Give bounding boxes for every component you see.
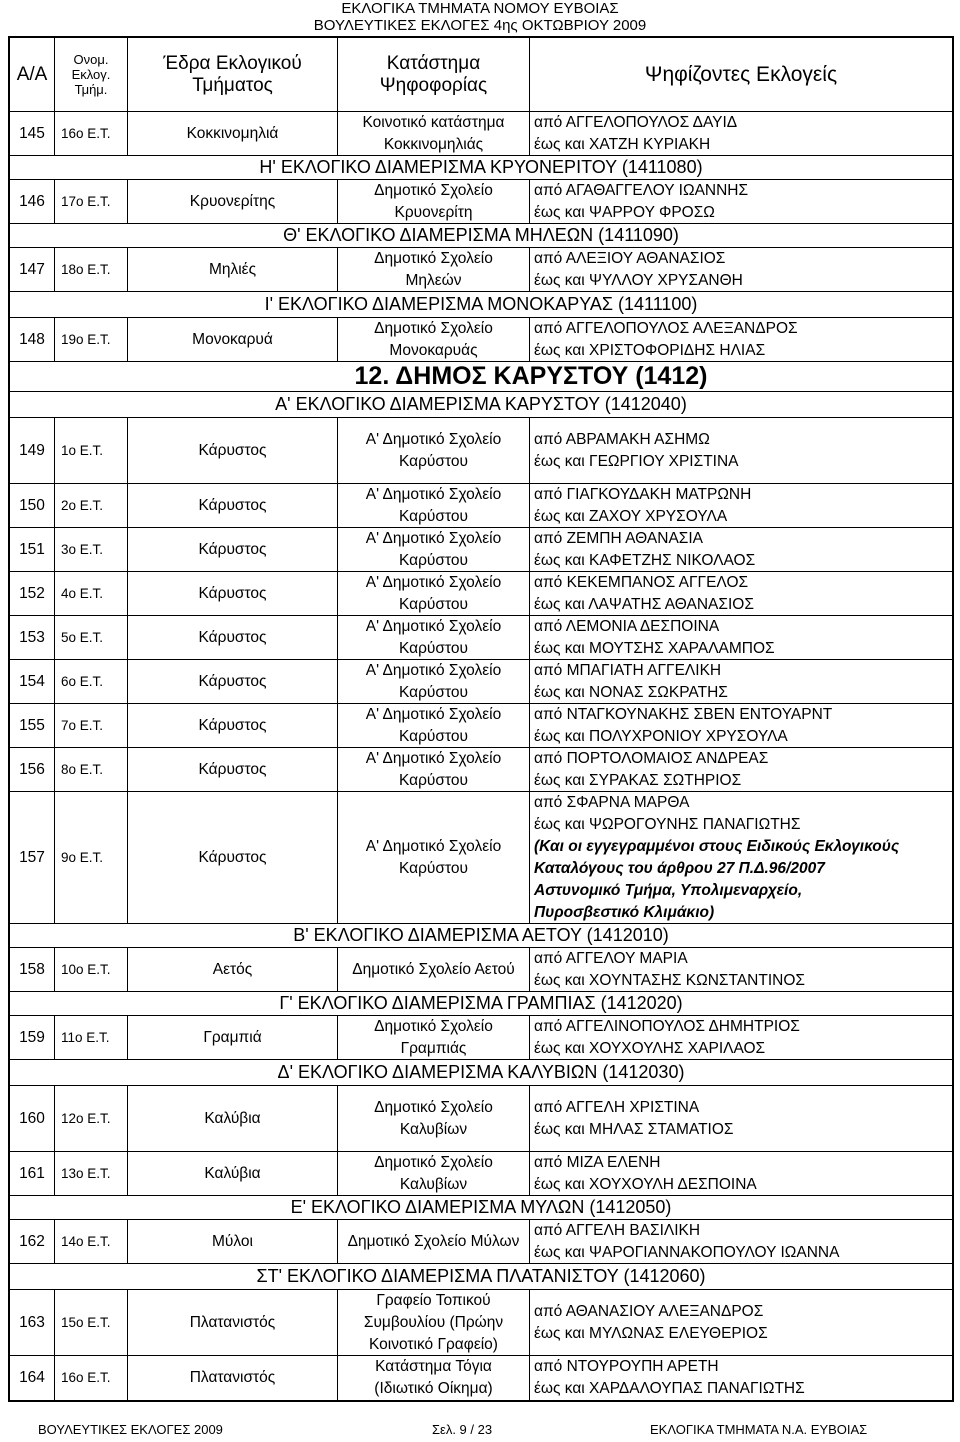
voters-range bbox=[530, 1152, 952, 1195]
voters-range bbox=[530, 572, 952, 615]
polling-station-line: Α' Δημοτικό Σχολείο bbox=[365, 430, 502, 448]
polling-station-line: Δημοτικό Σχολείο bbox=[374, 1153, 493, 1171]
row-number: 151 bbox=[10, 528, 55, 571]
voters-line: έως και ΧΡΙΣΤΟΦΟΡΙΔΗΣ ΗΛΙΑΣ bbox=[534, 341, 766, 359]
polling-station-line: Γραμπιάς bbox=[400, 1039, 467, 1057]
polling-station-line: Α' Δημοτικό Σχολείο bbox=[365, 705, 502, 723]
district-heading: Θ' ΕΚΛΟΓΙΚΟ ΔΙΑΜΕΡΙΣΜΑ ΜΗΛΕΩΝ (1411090) bbox=[10, 224, 952, 248]
section-seat: Γραμπιά bbox=[128, 1016, 338, 1059]
footer-page-number: Σελ. 9 / 23 bbox=[432, 1422, 493, 1437]
polling-station-line: Δημοτικό Σχολείο bbox=[374, 1017, 493, 1035]
polling-station-line: Δημοτικό Σχολείο Αετού bbox=[352, 960, 515, 978]
voters-range bbox=[530, 248, 952, 291]
polling-station-line: Α' Δημοτικό Σχολείο bbox=[365, 749, 502, 767]
polling-station bbox=[338, 1290, 530, 1355]
section-name: 14ο Ε.Τ. bbox=[55, 1220, 128, 1263]
document-subtitle: ΒΟΥΛΕΥΤΙΚΕΣ ΕΚΛΟΓΕΣ 4ης ΟΚΤΩΒΡΙΟΥ 2009 bbox=[313, 17, 647, 34]
section-name: 18ο Ε.Τ. bbox=[55, 248, 128, 291]
polling-station-line: Καρύστου bbox=[399, 551, 468, 569]
polling-station-line: Καρύστου bbox=[399, 859, 468, 877]
row-number: 158 bbox=[10, 948, 55, 991]
polling-station-line: Καρύστου bbox=[399, 507, 468, 525]
section-seat: Αετός bbox=[128, 948, 338, 991]
row-number: 160 bbox=[10, 1086, 55, 1151]
table-row bbox=[10, 484, 952, 528]
polling-station bbox=[338, 660, 530, 703]
voters-line: έως και ΧΟΥΧΟΥΛΗΣ ΧΑΡΙΛΑΟΣ bbox=[534, 1039, 766, 1057]
polling-station bbox=[338, 616, 530, 659]
voters-range bbox=[530, 418, 952, 483]
polling-station-line: Α' Δημοτικό Σχολείο bbox=[365, 837, 502, 855]
voters-line: έως και ΜΥΛΩΝΑΣ ΕΛΕΥΘΕΡΙΟΣ bbox=[534, 1324, 768, 1342]
table-row bbox=[10, 1220, 952, 1264]
document-title: ΕΚΛΟΓΙΚΑ ΤΜΗΜΑΤΑ ΝΟΜΟΥ ΕΥΒΟΙΑΣ bbox=[341, 0, 619, 17]
voters-range bbox=[530, 792, 952, 923]
section-seat: Καλύβια bbox=[128, 1152, 338, 1195]
polling-station-line: Κρυονερίτη bbox=[394, 203, 473, 221]
polling-station bbox=[338, 748, 530, 791]
row-number: 157 bbox=[10, 792, 55, 923]
voters-line: έως και ΧΑΡΔΑΛΟΥΠΑΣ ΠΑΝΑΓΙΩΤΗΣ bbox=[534, 1380, 805, 1397]
row-number: 164 bbox=[10, 1356, 55, 1400]
section-seat: Κοκκινομηλιά bbox=[128, 112, 338, 155]
voters-line: από ΣΦΑΡΝΑ ΜΑΡΘΑ bbox=[534, 793, 690, 811]
table-row bbox=[10, 248, 952, 292]
section-seat: Πλατανιστός bbox=[128, 1356, 338, 1400]
row-number: 156 bbox=[10, 748, 55, 791]
section-name: 10ο Ε.Τ. bbox=[55, 948, 128, 991]
polling-station-line: Δημοτικό Σχολείο bbox=[374, 249, 493, 267]
section-name: 4ο Ε.Τ. bbox=[55, 572, 128, 615]
section-name: 7ο Ε.Τ. bbox=[55, 704, 128, 747]
sections-table bbox=[8, 36, 954, 1402]
voters-line: έως και ΣΥΡΑΚΑΣ ΣΩΤΗΡΙΟΣ bbox=[534, 771, 742, 789]
voters-range bbox=[530, 112, 952, 155]
section-name: 9ο Ε.Τ. bbox=[55, 792, 128, 923]
voters-line: από ΑΓΑΘΑΓΓΕΛΟΥ ΙΩΑΝΝΗΣ bbox=[534, 181, 749, 199]
district-heading: Ε' ΕΚΛΟΓΙΚΟ ΔΙΑΜΕΡΙΣΜΑ ΜΥΛΩΝ (1412050) bbox=[10, 1196, 952, 1220]
polling-station-line: Καλυβίων bbox=[399, 1120, 468, 1138]
section-name: 5ο Ε.Τ. bbox=[55, 616, 128, 659]
section-name: 11ο Ε.Τ. bbox=[55, 1016, 128, 1059]
voters-line: από ΓΙΑΓΚΟΥΔΑΚΗ ΜΑΤΡΩΝΗ bbox=[534, 485, 752, 503]
table-row bbox=[10, 1016, 952, 1060]
polling-station bbox=[338, 792, 530, 923]
footer-left: ΒΟΥΛΕΥΤΙΚΕΣ ΕΚΛΟΓΕΣ 2009 bbox=[38, 1422, 223, 1437]
voters-range bbox=[530, 948, 952, 991]
section-seat: Μύλοι bbox=[128, 1220, 338, 1263]
polling-station-line: Μηλεών bbox=[405, 271, 462, 289]
table-header-row bbox=[10, 38, 952, 112]
row-number: 146 bbox=[10, 180, 55, 223]
section-name: 15ο Ε.Τ. bbox=[55, 1290, 128, 1355]
polling-station-line: Καρύστου bbox=[399, 595, 468, 613]
voters-line: έως και ΨΩΡΟΓΟΥΝΗΣ ΠΑΝΑΓΙΩΤΗΣ bbox=[534, 815, 801, 833]
district-heading: Γ' ΕΚΛΟΓΙΚΟ ΔΙΑΜΕΡΙΣΜΑ ΓΡΑΜΠΙΑΣ (1412020) bbox=[10, 992, 952, 1016]
district-heading: Α' ΕΚΛΟΓΙΚΟ ΔΙΑΜΕΡΙΣΜΑ ΚΑΡΥΣΤΟΥ (1412040) bbox=[10, 392, 952, 418]
voters-range bbox=[530, 1356, 952, 1400]
voters-range bbox=[530, 704, 952, 747]
table-row bbox=[10, 1152, 952, 1196]
voters-note-line: Καταλόγους του άρθρου 27 Π.Δ.96/2007 bbox=[534, 859, 825, 877]
table-row bbox=[10, 792, 952, 924]
municipality-heading bbox=[10, 362, 952, 392]
section-name: 16ο Ε.Τ. bbox=[55, 112, 128, 155]
voters-line: από ΖΕΜΠΗ ΑΘΑΝΑΣΙΑ bbox=[534, 529, 704, 547]
voters-line: έως και ΧΑΤΖΗ ΚΥΡΙΑΚΗ bbox=[534, 135, 711, 153]
polling-station-line: Καρύστου bbox=[399, 452, 468, 470]
section-seat: Κάρυστος bbox=[128, 704, 338, 747]
voters-line: από ΜΙΖΑ ΕΛΕΝΗ bbox=[534, 1153, 661, 1171]
table-row bbox=[10, 704, 952, 748]
header-aa: Α/Α bbox=[10, 38, 55, 111]
header-voters: Ψηφίζοντες Εκλογείς bbox=[644, 62, 838, 86]
section-name: 1ο Ε.Τ. bbox=[55, 418, 128, 483]
voters-line: έως και ΨΑΡΟΓΙΑΝΝΑΚΟΠΟΥΛΟΥ ΙΩΑΝΝΑ bbox=[534, 1243, 840, 1261]
table-row bbox=[10, 572, 952, 616]
table-row bbox=[10, 948, 952, 992]
section-seat: Μηλιές bbox=[128, 248, 338, 291]
polling-station-line: Α' Δημοτικό Σχολείο bbox=[365, 617, 502, 635]
voters-line: από ΑΓΓΕΛΟΠΟΥΛΟΣ ΑΛΕΞΑΝΔΡΟΣ bbox=[534, 319, 798, 337]
polling-station bbox=[338, 1086, 530, 1151]
table-row bbox=[10, 318, 952, 362]
polling-station-line: Δημοτικό Σχολείο bbox=[374, 319, 493, 337]
voters-range bbox=[530, 180, 952, 223]
district-heading: Η' ΕΚΛΟΓΙΚΟ ΔΙΑΜΕΡΙΣΜΑ ΚΡΥΟΝΕΡΙΤΟΥ (1411080) bbox=[10, 156, 952, 180]
section-name: 6ο Ε.Τ. bbox=[55, 660, 128, 703]
row-number: 148 bbox=[10, 318, 55, 361]
voters-line: έως και ΖΑΧΟΥ ΧΡΥΣΟΥΛΑ bbox=[534, 507, 728, 525]
table-row bbox=[10, 528, 952, 572]
row-number: 147 bbox=[10, 248, 55, 291]
voters-line: από ΝΤΑΓΚΟΥΝΑΚΗΣ ΣΒΕΝ ΕΝΤΟΥΑΡΝΤ bbox=[534, 705, 833, 723]
voters-line: από ΑΓΓΕΛΟΥ ΜΑΡΙΑ bbox=[534, 949, 688, 967]
polling-station bbox=[338, 1220, 530, 1263]
polling-station bbox=[338, 528, 530, 571]
polling-station-line: Δημοτικό Σχολείο Μύλων bbox=[347, 1232, 520, 1250]
voters-line: έως και ΓΕΩΡΓΙΟΥ ΧΡΙΣΤΙΝΑ bbox=[534, 452, 739, 470]
voters-line: από ΑΛΕΞΙΟΥ ΑΘΑΝΑΣΙΟΣ bbox=[534, 249, 726, 267]
section-name: 8ο Ε.Τ. bbox=[55, 748, 128, 791]
voters-line: από ΚΕΚΕΜΠΑΝΟΣ ΑΓΓΕΛΟΣ bbox=[534, 573, 749, 591]
polling-station-line: Α' Δημοτικό Σχολείο bbox=[365, 661, 502, 679]
polling-station-line: Καλυβίων bbox=[399, 1175, 468, 1193]
voters-range bbox=[530, 318, 952, 361]
row-number: 149 bbox=[10, 418, 55, 483]
polling-station bbox=[338, 180, 530, 223]
section-name: 12ο Ε.Τ. bbox=[55, 1086, 128, 1151]
polling-station bbox=[338, 948, 530, 991]
section-seat: Κάρυστος bbox=[128, 792, 338, 923]
page-footer bbox=[0, 1420, 960, 1438]
table-row bbox=[10, 660, 952, 704]
section-name: 2ο Ε.Τ. bbox=[55, 484, 128, 527]
table-row bbox=[10, 180, 952, 224]
section-name: 19ο Ε.Τ. bbox=[55, 318, 128, 361]
section-seat: Καλύβια bbox=[128, 1086, 338, 1151]
row-number: 145 bbox=[10, 112, 55, 155]
row-number: 155 bbox=[10, 704, 55, 747]
polling-station bbox=[338, 318, 530, 361]
section-seat: Κρυονερίτης bbox=[128, 180, 338, 223]
voters-range bbox=[530, 1220, 952, 1263]
polling-station-line: Κοινοτικό κατάστημα bbox=[362, 113, 505, 131]
voters-line: έως και ΜΗΛΑΣ ΣΤΑΜΑΤΙΟΣ bbox=[534, 1120, 734, 1138]
polling-station bbox=[338, 484, 530, 527]
voters-line: έως και ΧΟΥΧΟΥΛΗ ΔΕΣΠΟΙΝΑ bbox=[534, 1175, 757, 1193]
polling-station-line: Δημοτικό Σχολείο bbox=[374, 1098, 493, 1116]
district-heading: Β' ΕΚΛΟΓΙΚΟ ΔΙΑΜΕΡΙΣΜΑ ΑΕΤΟΥ (1412010) bbox=[10, 924, 952, 948]
section-seat: Κάρυστος bbox=[128, 528, 338, 571]
table-row bbox=[10, 418, 952, 484]
table-row bbox=[10, 616, 952, 660]
voters-line: από ΑΒΡΑΜΑΚΗ ΑΣΗΜΩ bbox=[534, 430, 710, 448]
row-number: 159 bbox=[10, 1016, 55, 1059]
voters-line: έως και ΛΑΨΑΤΗΣ ΑΘΑΝΑΣΙΟΣ bbox=[534, 595, 754, 613]
voters-line: από ΜΠΑΓΙΑΤΗ ΑΓΓΕΛΙΚΗ bbox=[534, 661, 722, 679]
polling-station bbox=[338, 418, 530, 483]
table-row bbox=[10, 1086, 952, 1152]
voters-line: από ΑΓΓΕΛΟΠΟΥΛΟΣ ΔΑΥΙΔ bbox=[534, 113, 738, 131]
voters-line: από ΑΓΓΕΛΙΝΟΠΟΥΛΟΣ ΔΗΜΗΤΡΙΟΣ bbox=[534, 1017, 800, 1035]
polling-station bbox=[338, 248, 530, 291]
voters-note-line: (Και οι εγγεγραμμένοι στους Ειδικούς Εκλογικούς bbox=[534, 837, 900, 855]
row-number: 150 bbox=[10, 484, 55, 527]
voters-line: από ΑΓΓΕΛΗ ΧΡΙΣΤΙΝΑ bbox=[534, 1098, 700, 1116]
voters-line: έως και ΚΑΦΕΤΖΗΣ ΝΙΚΟΛΑΟΣ bbox=[534, 551, 756, 569]
voters-line: από ΛΕΜΟΝΙΑ ΔΕΣΠΟΙΝΑ bbox=[534, 617, 720, 635]
section-seat: Μονοκαρυά bbox=[128, 318, 338, 361]
polling-station bbox=[338, 704, 530, 747]
section-seat: Κάρυστος bbox=[128, 660, 338, 703]
district-heading: Ι' ΕΚΛΟΓΙΚΟ ΔΙΑΜΕΡΙΣΜΑ ΜΟΝΟΚΑΡΥΑΣ (1411100) bbox=[10, 292, 952, 318]
polling-station-line: Κοκκινομηλιάς bbox=[383, 135, 484, 153]
row-number: 162 bbox=[10, 1220, 55, 1263]
footer-right: ΕΚΛΟΓΙΚΑ ΤΜΗΜΑΤΑ Ν.Α. ΕΥΒΟΙΑΣ bbox=[650, 1422, 868, 1437]
section-name: 16ο Ε.Τ. bbox=[55, 1356, 128, 1400]
voters-line: από ΑΘΑΝΑΣΙΟΥ ΑΛΕΞΑΝΔΡΟΣ bbox=[534, 1302, 764, 1320]
voters-note-line: Αστυνομικό Τμήμα, Υπολιμεναρχείο, bbox=[534, 881, 803, 899]
voters-line: έως και ΠΟΛΥΧΡΟΝΙΟΥ ΧΡΥΣΟΥΛΑ bbox=[534, 727, 788, 745]
table-body bbox=[10, 112, 952, 1400]
voters-line: έως και ΨΥΛΛΟΥ ΧΡΥΣΑΝΘΗ bbox=[534, 271, 743, 289]
header-seat: Έδρα Εκλογικού Τμήματος bbox=[128, 38, 338, 111]
row-number: 161 bbox=[10, 1152, 55, 1195]
table-row bbox=[10, 1356, 952, 1400]
table-row bbox=[10, 748, 952, 792]
polling-station bbox=[338, 572, 530, 615]
polling-station bbox=[338, 112, 530, 155]
voters-line: έως και ΝΟΝΑΣ ΣΩΚΡΑΤΗΣ bbox=[534, 683, 728, 701]
voters-line: από ΑΓΓΕΛΗ ΒΑΣΙΛΙΚΗ bbox=[534, 1221, 701, 1239]
section-name: 3ο Ε.Τ. bbox=[55, 528, 128, 571]
section-seat: Κάρυστος bbox=[128, 484, 338, 527]
section-seat: Κάρυστος bbox=[128, 748, 338, 791]
polling-station-line: Α' Δημοτικό Σχολείο bbox=[365, 573, 502, 591]
section-name: 17ο Ε.Τ. bbox=[55, 180, 128, 223]
polling-station-line: (Ιδιωτικό Οίκημα) bbox=[374, 1380, 493, 1397]
voters-range bbox=[530, 1086, 952, 1151]
district-heading: ΣΤ' ΕΚΛΟΓΙΚΟ ΔΙΑΜΕΡΙΣΜΑ ΠΛΑΤΑΝΙΣΤΟΥ (1412060) bbox=[10, 1264, 952, 1290]
row-number: 154 bbox=[10, 660, 55, 703]
voters-line: από ΠΟΡΤΟΛΟΜΑΙΟΣ ΑΝΔΡΕΑΣ bbox=[534, 749, 769, 767]
voters-range bbox=[530, 484, 952, 527]
section-name: 13ο Ε.Τ. bbox=[55, 1152, 128, 1195]
polling-station-line: Κατάστημα Τόγια bbox=[375, 1358, 492, 1375]
voters-range bbox=[530, 528, 952, 571]
polling-station-line: Μονοκαρυάς bbox=[389, 341, 478, 359]
polling-station-line: Α' Δημοτικό Σχολείο bbox=[365, 485, 502, 503]
polling-station bbox=[338, 1016, 530, 1059]
polling-station-line: Γραφείο Τοπικού bbox=[376, 1291, 491, 1309]
section-seat: Πλατανιστός bbox=[128, 1290, 338, 1355]
voters-line: έως και ΜΟΥΤΣΗΣ ΧΑΡΑΛΑΜΠΟΣ bbox=[534, 639, 775, 657]
polling-station bbox=[338, 1152, 530, 1195]
voters-range bbox=[530, 616, 952, 659]
table-row bbox=[10, 1290, 952, 1356]
polling-station-line: Καρύστου bbox=[399, 727, 468, 745]
section-seat: Κάρυστος bbox=[128, 418, 338, 483]
voters-line: έως και ΨΑΡΡΟΥ ΦΡΟΣΩ bbox=[534, 203, 715, 221]
voters-range bbox=[530, 748, 952, 791]
voters-note-line: Πυροσβεστικό Κλιμάκιο) bbox=[534, 903, 715, 921]
polling-station-line: Καρύστου bbox=[399, 639, 468, 657]
polling-station-line: Κοινοτικό Γραφείο) bbox=[369, 1335, 498, 1353]
municipality-title: 12. ΔΗΜΟΣ ΚΑΡΥΣΤΟΥ (1412) bbox=[354, 362, 708, 390]
voters-line: από ΝΤΟΥΡΟΥΠΗ ΑΡΕΤΗ bbox=[534, 1358, 719, 1375]
voters-range bbox=[530, 1016, 952, 1059]
polling-station-line: Α' Δημοτικό Σχολείο bbox=[365, 529, 502, 547]
polling-station-line: Καρύστου bbox=[399, 771, 468, 789]
polling-station-line: Δημοτικό Σχολείο bbox=[374, 181, 493, 199]
voters-line: έως και ΧΟΥΝΤΑΣΗΣ ΚΩΝΣΤΑΝΤΙΝΟΣ bbox=[534, 971, 805, 989]
row-number: 153 bbox=[10, 616, 55, 659]
voters-range bbox=[530, 1290, 952, 1355]
section-seat: Κάρυστος bbox=[128, 572, 338, 615]
polling-station-line: Συμβουλίου (Πρώην bbox=[363, 1313, 504, 1331]
district-heading: Δ' ΕΚΛΟΓΙΚΟ ΔΙΑΜΕΡΙΣΜΑ ΚΑΛΥΒΙΩΝ (1412030) bbox=[10, 1060, 952, 1086]
section-seat: Κάρυστος bbox=[128, 616, 338, 659]
row-number: 163 bbox=[10, 1290, 55, 1355]
header-section: Ονομ. Εκλογ. Τμήμ. bbox=[55, 38, 128, 111]
voters-range bbox=[530, 660, 952, 703]
polling-station-line: Καρύστου bbox=[399, 683, 468, 701]
polling-station bbox=[338, 1356, 530, 1400]
table-row bbox=[10, 112, 952, 156]
header-store: Κατάστημα Ψηφοφορίας bbox=[338, 38, 530, 111]
row-number: 152 bbox=[10, 572, 55, 615]
